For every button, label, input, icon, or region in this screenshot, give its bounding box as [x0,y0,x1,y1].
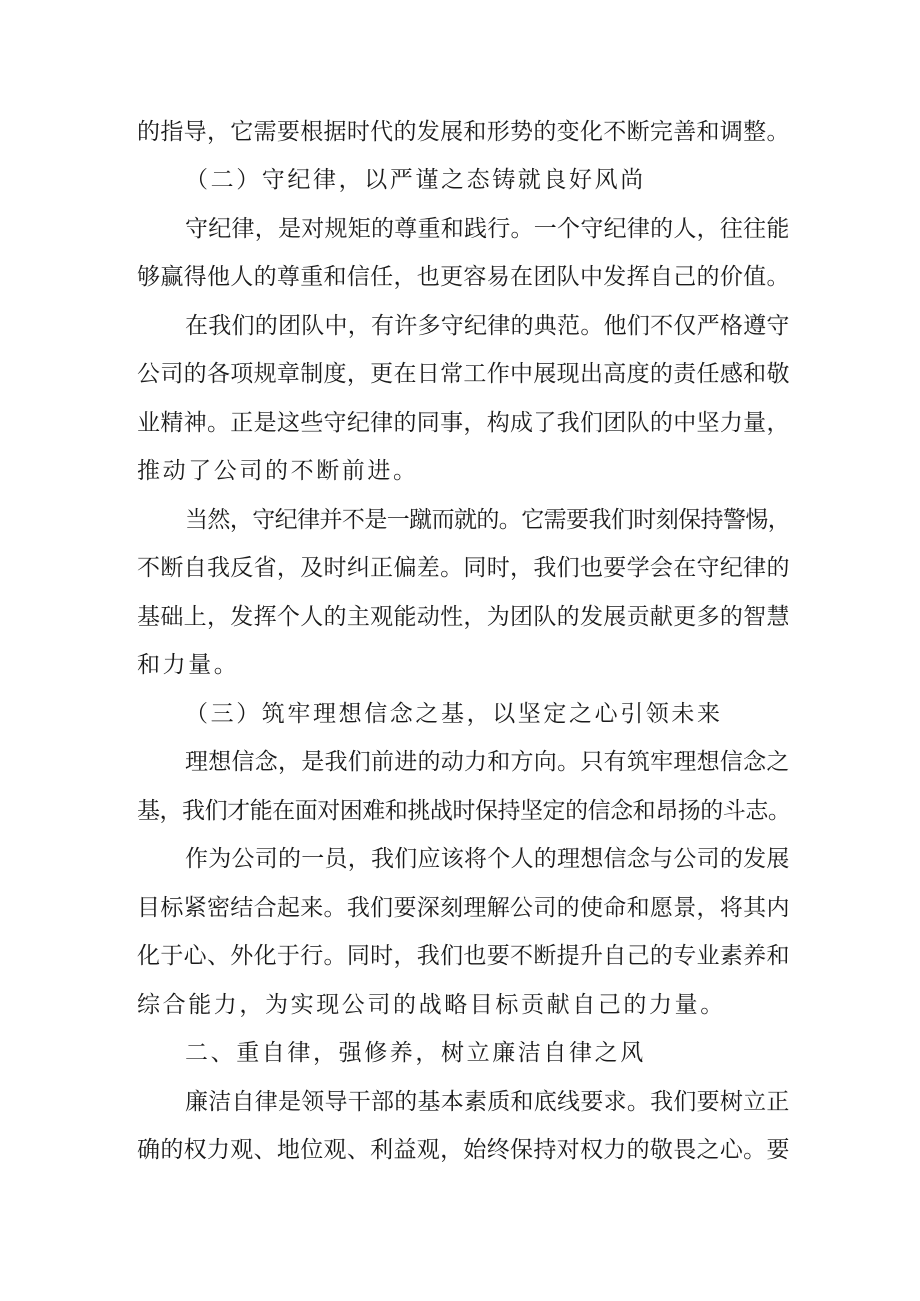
text-line: 和力量。 [137,652,240,678]
text-line: 廉洁自律是领导干部的基本素质和底线要求。我们要树立正 [185,1089,790,1115]
text-line: 业精神。正是这些守纪律的同事，构成了我们团队的中坚力量， [137,410,790,436]
text-line: 的指导，它需要根据时代的发展和形势的变化不断完善和调整。 [137,119,790,145]
text-line: 当然，守纪律并不是一蹴而就的。它需要我们时刻保持警惕， [185,507,791,533]
text-line: 在我们的团队中，有许多守纪律的典范。他们不仅严格遵守 [185,313,790,339]
text-line: 作为公司的一员，我们应该将个人的理想信念与公司的发展 [185,846,790,872]
text-line: 基，我们才能在面对困难和挑战时保持坚定的信念和昂扬的斗志。 [137,798,791,824]
text-line: 理想信念，是我们前进的动力和方向。只有筑牢理想信念之 [185,749,790,775]
text-line: 不断自我反省，及时纠正偏差。同时，我们也要学会在守纪律的 [137,555,790,581]
text-line: 化于心、外化于行。同时，我们也要不断提升自己的专业素养和 [137,943,790,969]
text-line: 确的权力观、地位观、利益观，始终保持对权力的敬畏之心。要 [137,1137,790,1163]
text-line: 守纪律，是对规矩的尊重和践行。一个守纪律的人，往往能 [185,216,790,242]
text-line: 目标紧密结合起来。我们要深刻理解公司的使命和愿景，将其内 [137,895,790,921]
section-heading: 二、重自律，强修养，树立廉洁自律之风 [185,1040,646,1066]
section-heading: （二）守纪律，以严谨之态铸就良好风尚 [185,167,646,193]
text-line: 公司的各项规章制度，更在日常工作中展现出高度的责任感和敬 [137,361,790,387]
text-line: 基础上，发挥个人的主观能动性，为团队的发展贡献更多的智慧 [137,604,790,630]
text-line: 推动了公司的不断前进。 [137,458,419,484]
text-line: 够赢得他人的尊重和信任，也更容易在团队中发挥自己的价值。 [137,264,790,290]
section-heading: （三）筑牢理想信念之基，以坚定之心引领未来 [185,701,723,727]
text-line: 综合能力，为实现公司的战略目标贡献自己的力量。 [137,992,726,1018]
